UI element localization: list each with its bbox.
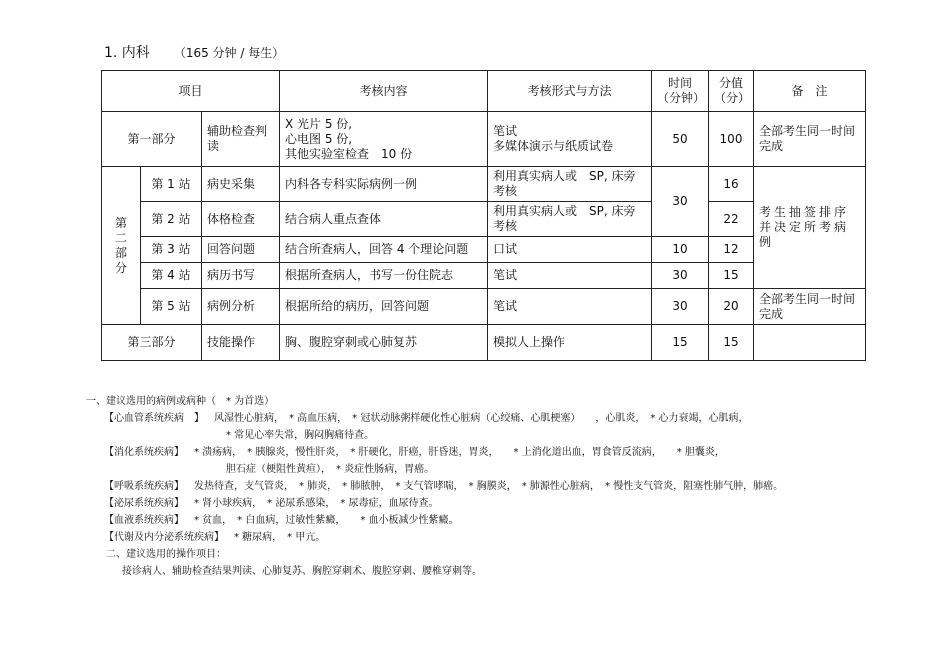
- table-row: [102, 167, 866, 202]
- content-cell: X 光片 5 份, 心电图 5 份, 其他实验室检查 10 份: [280, 112, 488, 167]
- time-cell: 30: [652, 167, 709, 237]
- score-cell: 100: [709, 112, 754, 167]
- content-cell: 根据所给的病历，回答问题: [280, 289, 488, 325]
- disease-line: 胆石症（梗阻性黄疸）， * 炎症性肠病，胃癌。: [226, 464, 435, 475]
- note-cell: 考生抽签排序并决定所考病例: [754, 167, 866, 289]
- score-cell: 22: [709, 202, 754, 237]
- content-cell: 根据所查病人，书写一份住院志: [280, 263, 488, 289]
- station-cell: 第 1 站: [141, 167, 202, 202]
- disease-category: 【消化系统疾病】: [104, 447, 184, 458]
- table-row: [102, 112, 866, 167]
- disease-category: 【泌尿系统疾病】: [104, 498, 184, 509]
- disease-list: * 肾小球疾病， * 泌尿系感染， * 尿毒症，血尿待查。: [194, 498, 439, 509]
- disease-list: * 糖尿病， * 甲亢。: [234, 532, 326, 543]
- table-row: [102, 263, 866, 289]
- disease-line: [86, 410, 876, 427]
- content-cell: 胸、腹腔穿刺或心肺复苏: [280, 325, 488, 361]
- content-cell: 结合所查病人，回答 4 个理论问题: [280, 237, 488, 263]
- disease-list: * 溃疡病， * 胰腺炎，慢性肝炎， * 肝硬化，肝癌，肝昏迷，胃炎， * 上消化道出血，胃食管反流病， * 胆囊炎，: [194, 447, 725, 458]
- method-cell: 笔试: [488, 289, 652, 325]
- score-cell: 16: [709, 167, 754, 202]
- station-cell: 第 3 站: [141, 237, 202, 263]
- note-cell: 全部考生同一时间完成: [754, 112, 866, 167]
- station-cell: 第 5 站: [141, 289, 202, 325]
- ops-list: 接诊病人、辅助检查结果判读、心肺复苏、胸腔穿刺术、腹腔穿刺、腰椎穿刺等。: [122, 566, 482, 577]
- disease-list: * 贫血， * 白血病，过敏性紫癜， * 血小板减少性紫癜。: [194, 515, 459, 526]
- time-cell: 10: [652, 237, 709, 263]
- table-row: [102, 237, 866, 263]
- method-cell: 利用真实病人或 SP, 床旁考核: [488, 202, 652, 237]
- header-content: 考核内容: [280, 71, 488, 112]
- time-cell: 30: [652, 263, 709, 289]
- disease-list: 发热待查，支气管炎， * 肺炎， * 肺脓肿， * 支气管哮喘， * 胸膜炎， * 肺源性心脏病， * 慢性支气管炎，阻塞性肺气肿，肺癌。: [194, 481, 784, 492]
- method-cell: 口试: [488, 237, 652, 263]
- table-header-row: [102, 71, 866, 112]
- header-time: 时间（分钟）: [652, 71, 709, 112]
- disease-line: [86, 478, 876, 495]
- part-label: 第三部分: [102, 325, 202, 361]
- time-cell: 15: [652, 325, 709, 361]
- item-cell: 病例分析: [202, 289, 280, 325]
- notes-title: 一、建议选用的病例或病种（ * 为首选）: [86, 396, 275, 407]
- method-cell: 笔试: [488, 263, 652, 289]
- disease-category: 【心血管系统疾病 】: [104, 413, 204, 424]
- item-cell: 技能操作: [202, 325, 280, 361]
- item-cell: 体格检查: [202, 202, 280, 237]
- disease-category: 【呼吸系统疾病】: [104, 481, 184, 492]
- item-cell: 病史采集: [202, 167, 280, 202]
- section-heading: [104, 42, 284, 62]
- station-cell: 第 4 站: [141, 263, 202, 289]
- table-row: [102, 202, 866, 237]
- score-cell: 15: [709, 325, 754, 361]
- disease-line: [86, 444, 876, 461]
- disease-category: 【血液系统疾病】: [104, 515, 184, 526]
- header-note: 备 注: [754, 71, 866, 112]
- item-cell: 辅助检查判读: [202, 112, 280, 167]
- notes-section: [86, 393, 876, 580]
- note-cell: [754, 325, 866, 361]
- content-cell: 内科各专科实际病例一例: [280, 167, 488, 202]
- station-cell: 第 2 站: [141, 202, 202, 237]
- section-subtitle: （165 分钟 / 每生）: [173, 46, 285, 60]
- method-cell: 利用真实病人或 SP, 床旁考核: [488, 167, 652, 202]
- score-cell: 20: [709, 289, 754, 325]
- disease-line: [86, 512, 876, 529]
- header-method: 考核形式与方法: [488, 71, 652, 112]
- disease-category: 【代谢及内分泌系统疾病】: [104, 532, 224, 543]
- method-cell: 笔试 多媒体演示与纸质试卷: [488, 112, 652, 167]
- disease-line: [86, 529, 876, 546]
- part-label-text: 第二部分: [114, 215, 127, 275]
- disease-list: 风湿性心脏病， * 高血压病， * 冠状动脉粥样硬化性心脏病（心绞痛、心肌梗塞） ，心肌炎， * 心力衰竭，心肌病，: [214, 413, 749, 424]
- table-row: [102, 289, 866, 325]
- item-cell: 回答问题: [202, 237, 280, 263]
- ops-title: 二、建议选用的操作项目：: [106, 549, 226, 560]
- item-cell: 病历书写: [202, 263, 280, 289]
- disease-line: [86, 495, 876, 512]
- part-label: 第一部分: [102, 112, 202, 167]
- table-row: [102, 325, 866, 361]
- disease-line: * 常见心率失常，胸闷胸痛待查。: [226, 430, 375, 441]
- time-cell: 50: [652, 112, 709, 167]
- score-cell: 15: [709, 263, 754, 289]
- section-title: 1. 内科: [104, 45, 150, 61]
- time-cell: 30: [652, 289, 709, 325]
- note-cell: 全部考生同一时间完成: [754, 289, 866, 325]
- content-cell: 结合病人重点查体: [280, 202, 488, 237]
- exam-table: [101, 70, 866, 361]
- header-score: 分值（分）: [709, 71, 754, 112]
- part-label: [102, 167, 141, 325]
- header-item: 项目: [102, 71, 280, 112]
- score-cell: 12: [709, 237, 754, 263]
- method-cell: 模拟人上操作: [488, 325, 652, 361]
